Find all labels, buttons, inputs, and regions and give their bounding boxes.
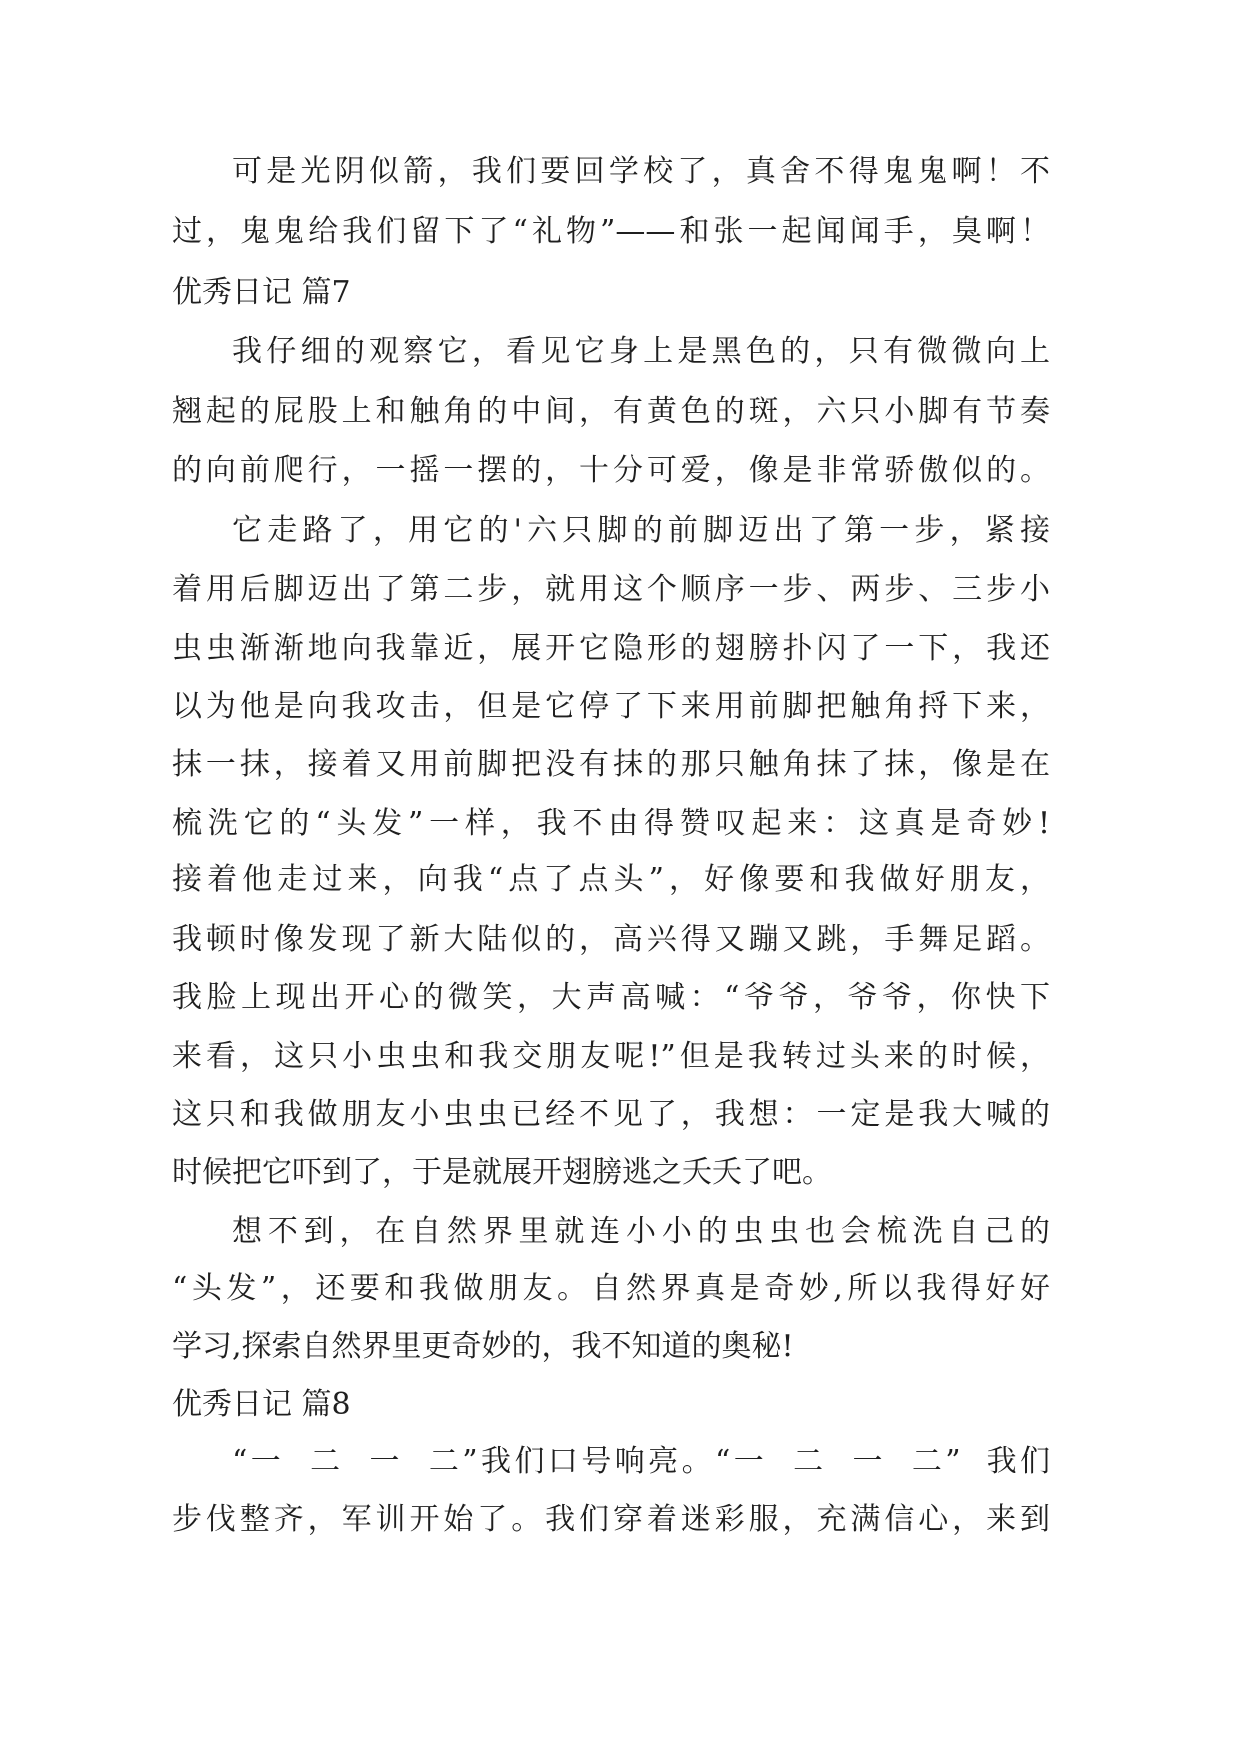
- paragraph-line: 可是光阴似箭，我们要回学校了，真舍不得鬼鬼啊！不: [232, 154, 1050, 189]
- paragraph-line: 步伐整齐，军训开始了。我们穿着迷彩服，充满信心，来到: [172, 1502, 1050, 1537]
- paragraph-line: 这只和我做朋友小虫虫已经不见了，我想：一定是我大喊的: [172, 1097, 1050, 1132]
- paragraph-line: 来看，这只小虫虫和我交朋友呢!”但是我转过头来的时候，: [172, 1039, 1050, 1074]
- paragraph-line: 的向前爬行，一摇一摆的，十分可爱，像是非常骄傲似的。: [172, 453, 1050, 488]
- paragraph-line: 翘起的屁股上和触角的中间，有黄色的斑，六只小脚有节奏: [172, 394, 1050, 429]
- paragraph-line: 我脸上现出开心的微笑，大声高喊：“爷爷，爷爷，你快下: [172, 980, 1050, 1015]
- paragraph-line: 时候把它吓到了，于是就展开翅膀逃之夭夭了吧。: [172, 1155, 832, 1190]
- paragraph-line: 虫虫渐渐地向我靠近，展开它隐形的翅膀扑闪了一下，我还: [172, 631, 1050, 666]
- paragraph-line: 接着他走过来，向我“点了点头”，好像要和我做好朋友，: [172, 862, 1050, 897]
- paragraph-line: 梳洗它的“头发”一样，我不由得赞叹起来：这真是奇妙!: [172, 806, 1050, 841]
- paragraph-line: 过，鬼鬼给我们留下了“礼物”——和张一起闻闻手，臭啊！: [172, 214, 1050, 249]
- paragraph-line: 抹一抹，接着又用前脚把没有抹的那只触角抹了抹，像是在: [172, 747, 1050, 782]
- paragraph-line: 我仔细的观察它，看见它身上是黑色的，只有微微向上: [232, 334, 1050, 369]
- paragraph-line: “一 二 一 二”我们口号响亮。“一 二 一 二” 我们: [232, 1444, 1050, 1479]
- paragraph-line: “头发”，还要和我做朋友。自然界真是奇妙,所以我得好好: [172, 1271, 1050, 1306]
- entry-heading: 优秀日记 篇8: [172, 1387, 351, 1422]
- paragraph-line: 着用后脚迈出了第二步，就用这个顺序一步、两步、三步小: [172, 572, 1050, 607]
- paragraph-line: 它走路了，用它的'六只脚的前脚迈出了第一步，紧接: [232, 513, 1050, 548]
- paragraph-line: 以为他是向我攻击，但是它停了下来用前脚把触角捋下来，: [172, 689, 1050, 724]
- entry-heading: 优秀日记 篇7: [172, 275, 351, 310]
- paragraph-line: 我顿时像发现了新大陆似的，高兴得又蹦又跳，手舞足蹈。: [172, 922, 1050, 957]
- paragraph-line: 想不到，在自然界里就连小小的虫虫也会梳洗自己的: [232, 1214, 1050, 1249]
- paragraph-line: 学习,探索自然界里更奇妙的，我不知道的奥秘!: [172, 1329, 794, 1364]
